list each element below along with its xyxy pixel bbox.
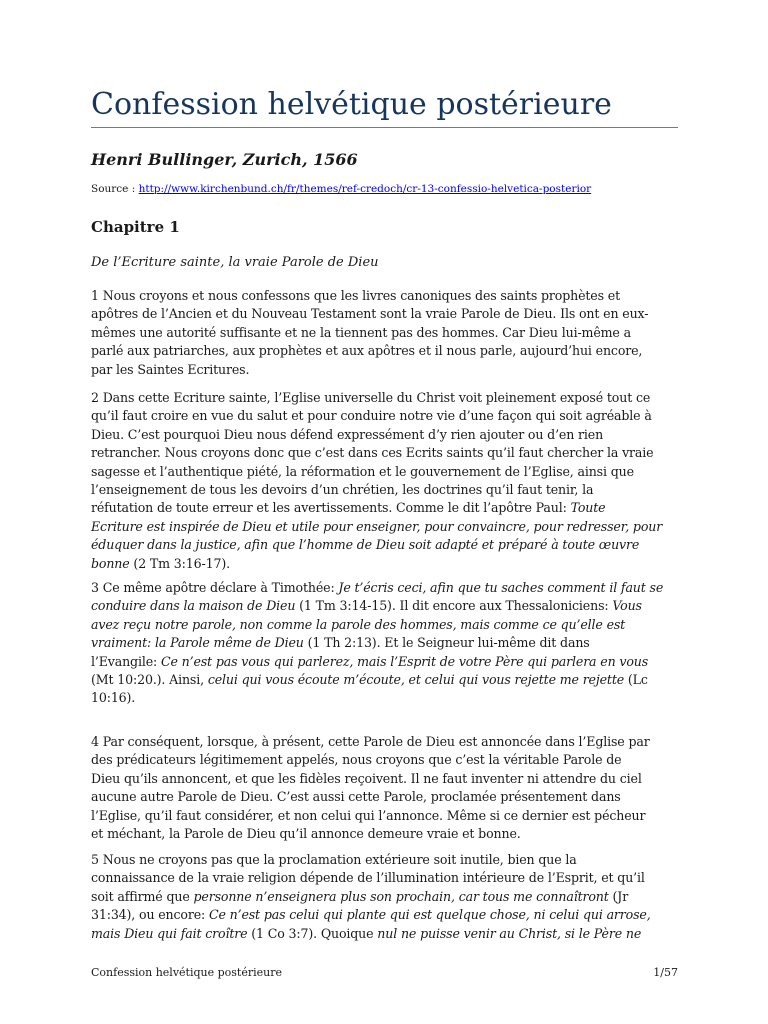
paragraph-line xyxy=(91,869,691,887)
paragraph-line xyxy=(91,463,691,481)
text-run: connaissance de la vraie religion dépende de l’illumination intérieure de l’Esprit, et qu’il xyxy=(91,870,645,886)
title-underline-divider xyxy=(91,127,678,128)
text-run: sagesse et l’authentique piété, la réformation et le gouvernement de l’Eglise, ainsi que xyxy=(91,463,634,479)
paragraph-line xyxy=(91,518,691,536)
paragraph-line xyxy=(91,653,691,671)
italic-quote-text: celui qui vous écoute m’écoute, et celui qui vous rejette me rejette xyxy=(207,672,625,688)
paragraph-line xyxy=(91,444,691,462)
paragraph-line xyxy=(91,579,691,597)
paragraph-line xyxy=(91,287,691,305)
text-run: soit affirmé que xyxy=(91,888,194,904)
text-run: (2 Tm 3:16-17). xyxy=(129,555,230,571)
chapter-subtitle: De l’Ecriture sainte, la vraie Parole de Dieu xyxy=(91,255,379,270)
paragraph-line xyxy=(91,807,691,825)
paragraph-2 xyxy=(91,389,691,573)
text-run: parlé aux patriarches, aux prophètes et aux apôtres et il nous parle, aujourd’hui encore, xyxy=(91,343,643,359)
text-run: 31:34), ou encore: xyxy=(91,907,209,923)
paragraph-line xyxy=(91,825,691,843)
text-run: et méchant, la Parole de Dieu qu’il annonce demeure vraie et bonne. xyxy=(91,826,521,842)
footer-page-number: 1/57 xyxy=(653,966,678,979)
paragraph-line xyxy=(91,634,691,652)
paragraph-line xyxy=(91,888,691,906)
italic-quote-text: Toute xyxy=(570,500,606,516)
text-run: par les Saintes Ecritures. xyxy=(91,361,250,377)
text-run: 2 Dans cette Ecriture sainte, l’Eglise universelle du Christ voit pleinement exposé tout ce xyxy=(91,390,651,405)
italic-quote-text: mais Dieu qui fait croître xyxy=(91,925,248,941)
text-run: l’Eglise, qu’il faut considérer, et non celui qui l’annonce. Même si ce dernier est pécheur xyxy=(91,807,646,823)
paragraph-line xyxy=(91,324,691,342)
text-run: qu’il faut croire en vue du salut et pour conduire notre vie d’une façon qui soit agréable à xyxy=(91,408,652,424)
italic-quote-text: Ce n’est pas vous qui parlerez, mais l’Esprit de votre Père qui parlera en vous xyxy=(160,653,649,669)
text-run: (Lc xyxy=(624,672,648,688)
italic-quote-text: vraiment: la Parole même de Dieu xyxy=(91,635,304,651)
paragraph-5 xyxy=(91,851,691,943)
document-title: Confession helvétique postérieure xyxy=(91,87,612,122)
text-run: 1 Nous croyons et nous confessons que les livres canoniques des saints prophètes et xyxy=(91,288,620,303)
paragraph-line xyxy=(91,689,691,707)
italic-quote-text: avez reçu notre parole, non comme la parole des hommes, mais comme ce qu’elle est xyxy=(91,616,626,632)
paragraph-line xyxy=(91,305,691,323)
paragraph-4 xyxy=(91,733,691,843)
italic-quote-text: nul ne puisse venir au Christ, si le Père ne xyxy=(377,925,642,941)
italic-quote-text: Ce n’est pas celui qui plante qui est quelque chose, ni celui qui arrose, xyxy=(208,907,651,923)
paragraph-1 xyxy=(91,287,691,379)
text-run: (1 Th 2:13). Et le Seigneur lui-même dit dans xyxy=(303,635,590,651)
paragraph-line xyxy=(91,389,691,407)
paragraph-line xyxy=(91,616,691,634)
text-run: Dieu. C’est pourquoi Dieu nous défend expressément d’y rien ajouter ou d’en rien xyxy=(91,426,604,442)
italic-quote-text: conduire dans la maison de Dieu xyxy=(91,598,296,614)
text-run: l’enseignement de tous les devoirs d’un chrétien, les doctrines qu’il faut tenir, la xyxy=(91,482,594,498)
paragraph-line xyxy=(91,499,691,517)
paragraph-line xyxy=(91,906,691,924)
paragraph-line xyxy=(91,407,691,425)
italic-quote-text: Vous xyxy=(612,598,642,614)
paragraph-3 xyxy=(91,579,691,708)
text-run: (1 Tm 3:14-15). Il dit encore aux Thessaloniciens: xyxy=(295,598,613,614)
text-run: 3 Ce même apôtre déclare à Timothée: xyxy=(91,580,339,595)
paragraph-line xyxy=(91,925,691,943)
text-run: réfutation de toute erreur et les avertissements. Comme le dit l’apôtre Paul: xyxy=(91,500,571,516)
text-run: retrancher. Nous croyons donc que c’est dans ces Ecrits saints qu’il faut chercher la vraie xyxy=(91,445,654,461)
paragraph-line xyxy=(91,361,691,379)
chapter-heading: Chapitre 1 xyxy=(91,218,180,236)
paragraph-line xyxy=(91,788,691,806)
paragraph-line xyxy=(91,597,691,615)
paragraph-line xyxy=(91,481,691,499)
paragraph-line xyxy=(91,536,691,554)
text-run: apôtres de l’Ancien et du Nouveau Testament sont la vraie Parole de Dieu. Ils ont en eux- xyxy=(91,306,649,322)
text-run: 4 Par conséquent, lorsque, à présent, cette Parole de Dieu est annoncée dans l’Eglise par xyxy=(91,734,650,749)
text-run: 10:16). xyxy=(91,690,136,706)
footer-document-title: Confession helvétique postérieure xyxy=(91,966,283,979)
text-run: 5 Nous ne croyons pas que la proclamation extérieure soit inutile, bien que la xyxy=(91,852,577,867)
text-run: (Jr xyxy=(608,888,629,904)
author-subtitle: Henri Bullinger, Zurich, 1566 xyxy=(91,150,358,169)
paragraph-line xyxy=(91,770,691,788)
text-run: Dieu qu’ils annoncent, et que les fidèles reçoivent. Il ne faut inventer ni attendre du ciel xyxy=(91,770,642,786)
text-run: aucune autre Parole de Dieu. C’est aussi cette Parole, proclamée présentement dans xyxy=(91,789,621,805)
text-run: l’Evangile: xyxy=(91,653,161,669)
paragraph-line xyxy=(91,671,691,689)
paragraph-line xyxy=(91,851,691,869)
paragraph-line xyxy=(91,555,691,573)
text-run: (1 Co 3:7). Quoique xyxy=(247,925,378,941)
text-run: (Mt 10:20.). Ainsi, xyxy=(91,672,208,688)
paragraph-line xyxy=(91,751,691,769)
paragraph-line xyxy=(91,733,691,751)
paragraph-line xyxy=(91,426,691,444)
italic-quote-text: personne n’enseignera plus son prochain, car tous me connaîtront xyxy=(193,888,609,904)
italic-quote-text: Ecriture est inspirée de Dieu et utile pour enseigner, pour convaincre, pour redresser, pour xyxy=(91,518,663,534)
italic-quote-text: Je t’écris ceci, afin que tu saches comment il faut se xyxy=(338,580,664,595)
paragraph-line xyxy=(91,342,691,360)
italic-quote-text: éduquer dans la justice, afin que l’homme de Dieu soit adapté et préparé à toute œuvre xyxy=(91,537,640,553)
source-line xyxy=(91,182,591,196)
italic-quote-text: bonne xyxy=(91,555,130,571)
text-run: mêmes une autorité suffisante et ne la tiennent pas des hommes. Car Dieu lui-même a xyxy=(91,324,631,340)
source-link[interactable]: http://www.kirchenbund.ch/fr/themes/ref-credoch/cr-13-confessio-helvetica-posterior xyxy=(138,183,592,195)
source-label: Source : xyxy=(91,183,139,195)
text-run: des prédicateurs légitimement appelés, nous croyons que c’est la véritable Parole de xyxy=(91,752,622,768)
